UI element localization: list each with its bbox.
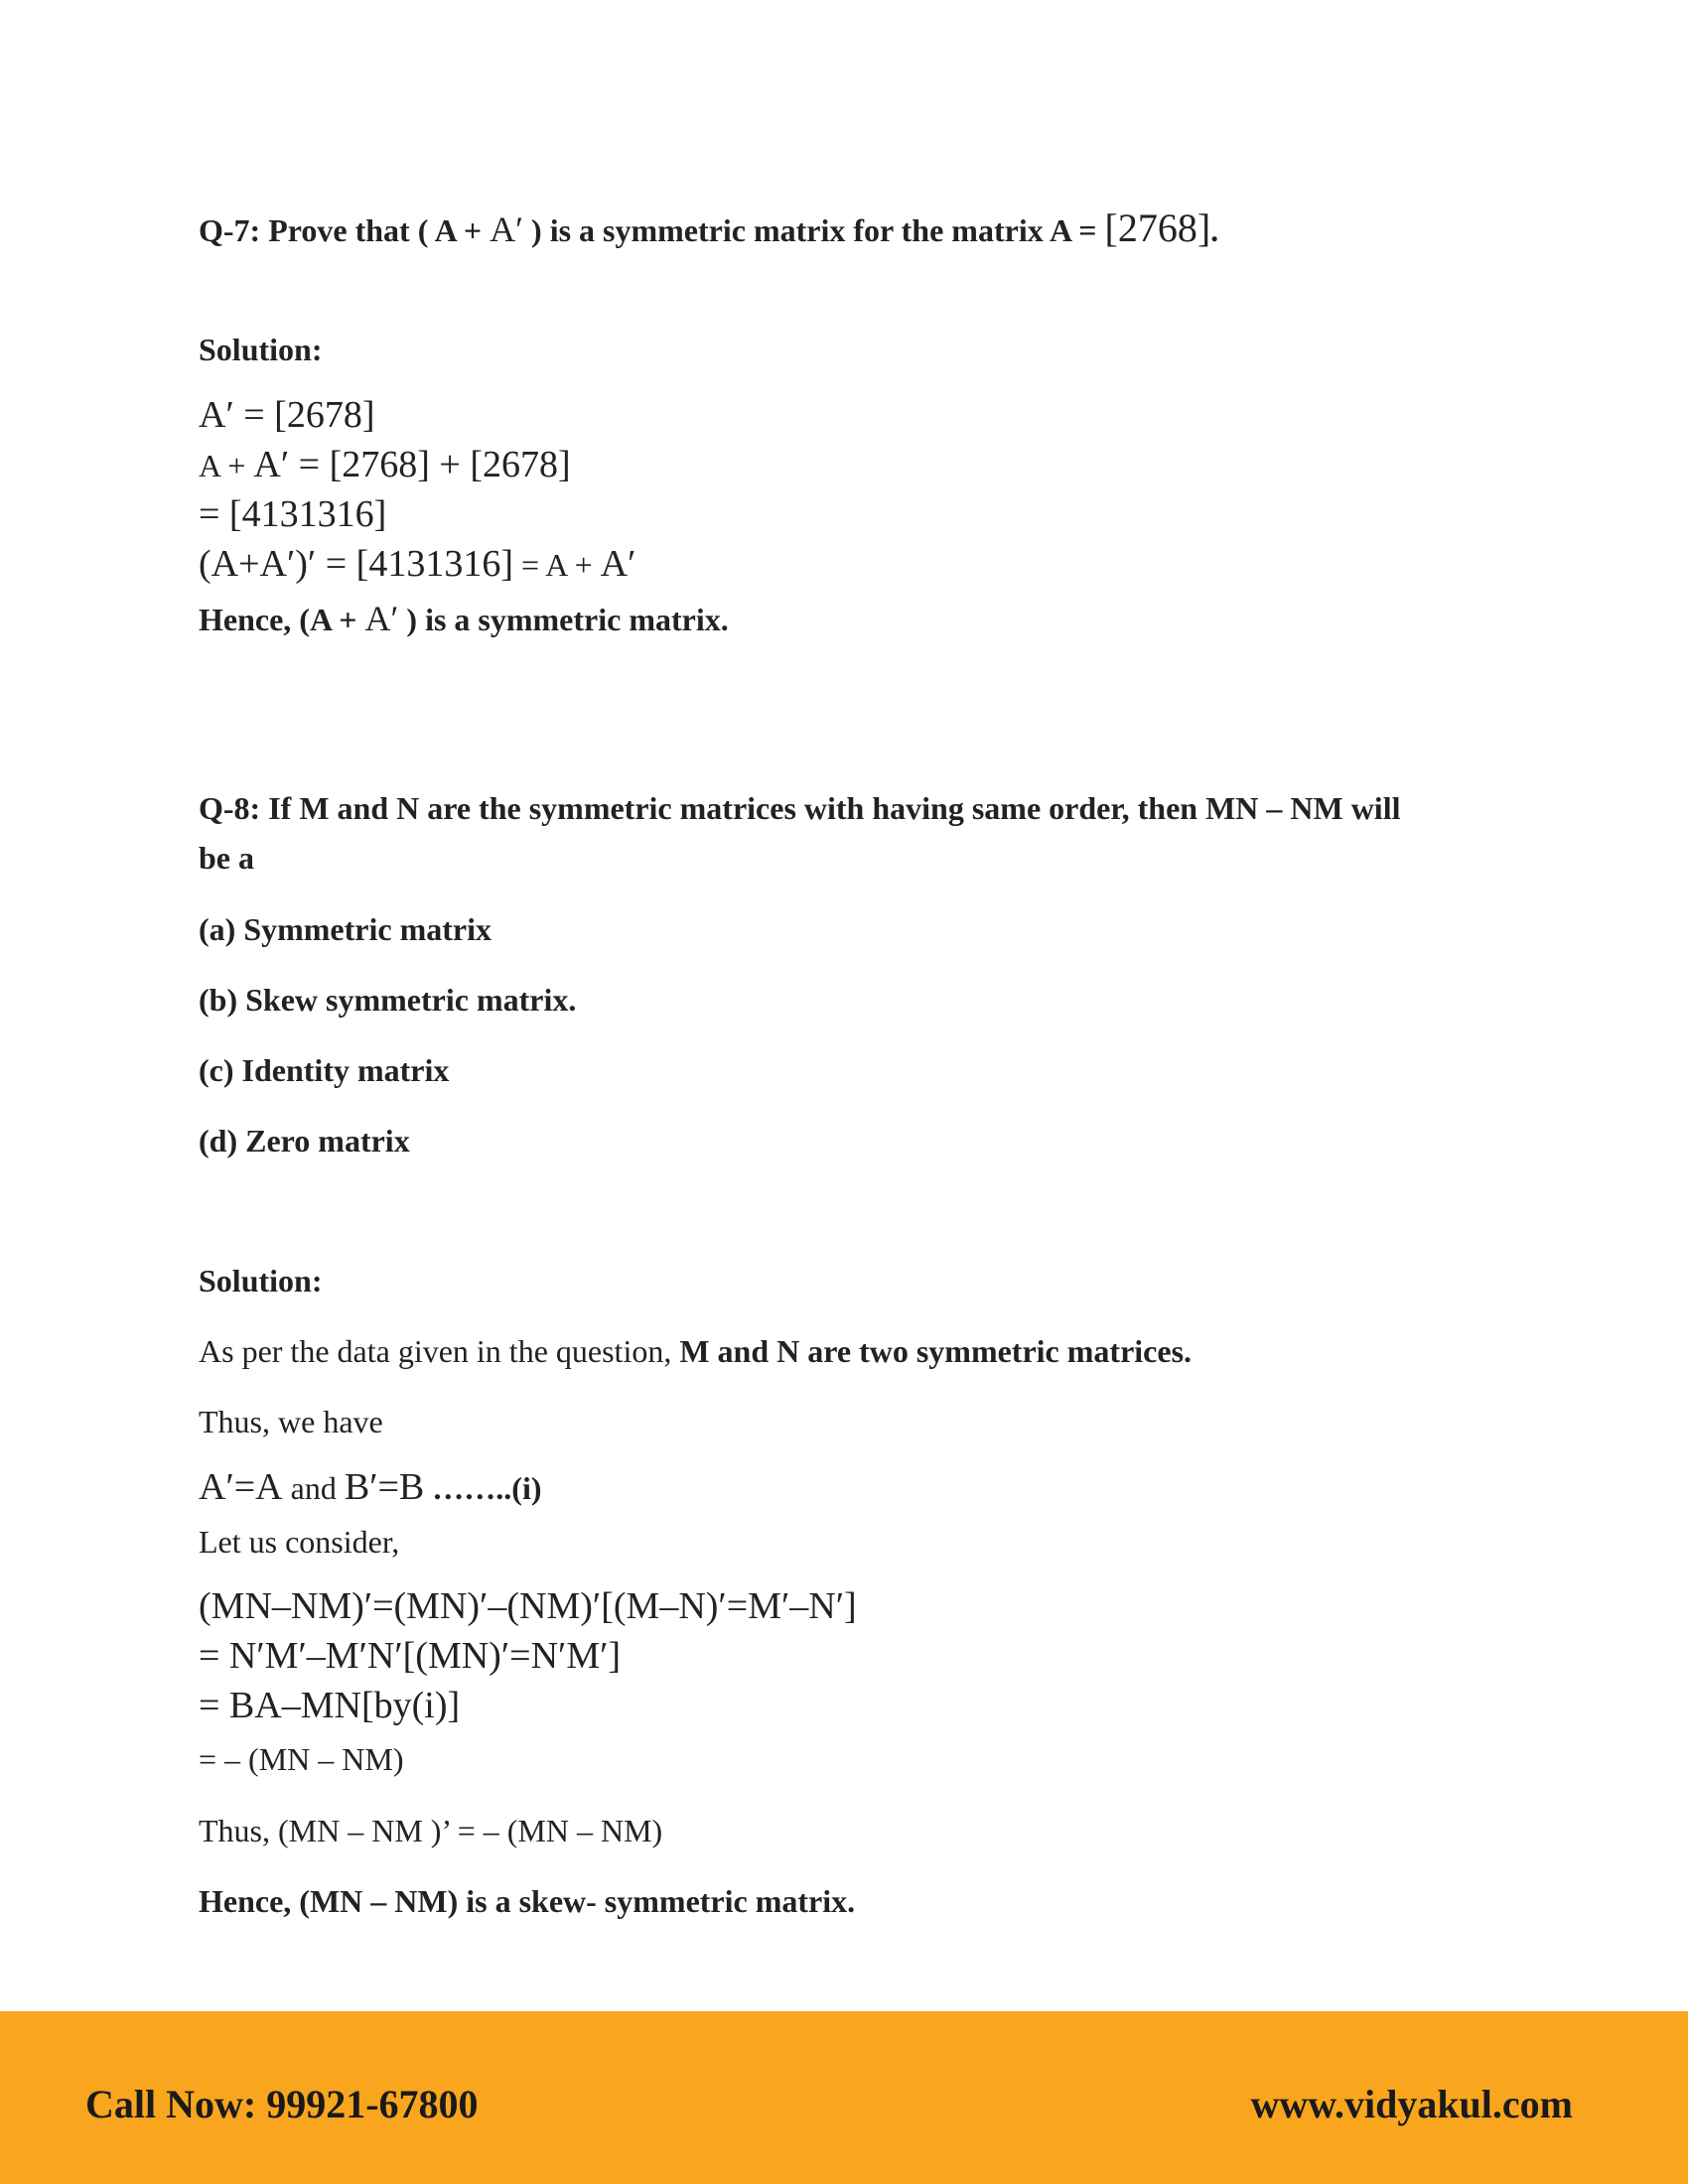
- sol8-math-4: = – (MN – NM): [199, 1741, 404, 1777]
- sol8-conclusion: Hence, (MN – NM) is a skew- symmetric matrix.: [199, 1883, 856, 1919]
- sol7-line-1: A′ = [2678]: [199, 394, 375, 436]
- sol8-math-1: (MN–NM)′=(MN)′–(NM)′[(M–N)′=M′–N′]: [199, 1585, 857, 1627]
- website-link[interactable]: www.vidyakul.com: [1250, 2082, 1573, 2126]
- sol7-line-4: (A+A′)′ = [4131316] = A + A′: [199, 543, 636, 585]
- option-d: (d) Zero matrix: [199, 1123, 410, 1159]
- question-8-line-2: be a: [199, 840, 254, 876]
- solution-8-heading: Solution:: [199, 1263, 323, 1298]
- option-b: (b) Skew symmetric matrix.: [199, 982, 577, 1018]
- call-now-text: Call Now: 99921-67800: [85, 2082, 479, 2126]
- sol7-line-3: = [4131316]: [199, 493, 387, 535]
- sol8-math-2: = N′M′–M′N′[(MN)′=N′M′]: [199, 1635, 622, 1677]
- sol8-paragraph-1: As per the data given in the question, M and N are two symmetric matrices.: [199, 1333, 1193, 1369]
- sol7-conclusion: Hence, (A + A′ ) is a symmetric matrix.: [199, 599, 729, 638]
- solution-7-heading: Solution:: [199, 332, 323, 367]
- sol8-math-3: = BA–MN[by(i)]: [199, 1685, 461, 1726]
- sol8-paragraph-3: Let us consider,: [199, 1524, 400, 1560]
- sol8-paragraph-4: Thus, (MN – NM )’ = – (MN – NM): [199, 1813, 663, 1848]
- question-8-line-1: Q-8: If M and N are the symmetric matrices with having same order, then MN – NM will: [199, 790, 1401, 826]
- sol8-paragraph-2: Thus, we have: [199, 1404, 383, 1439]
- option-c: (c) Identity matrix: [199, 1052, 450, 1088]
- footer-banner: [0, 2011, 1688, 2184]
- question-7: Q-7: Prove that ( A + A′ ) is a symmetric matrix for the matrix A = [2768].: [199, 205, 1219, 250]
- option-a: (a) Symmetric matrix: [199, 911, 492, 947]
- sol8-equation-i: A′=A and B′=B ……..(i): [199, 1466, 542, 1508]
- sol7-line-2: A + A′ = [2768] + [2678]: [199, 444, 571, 485]
